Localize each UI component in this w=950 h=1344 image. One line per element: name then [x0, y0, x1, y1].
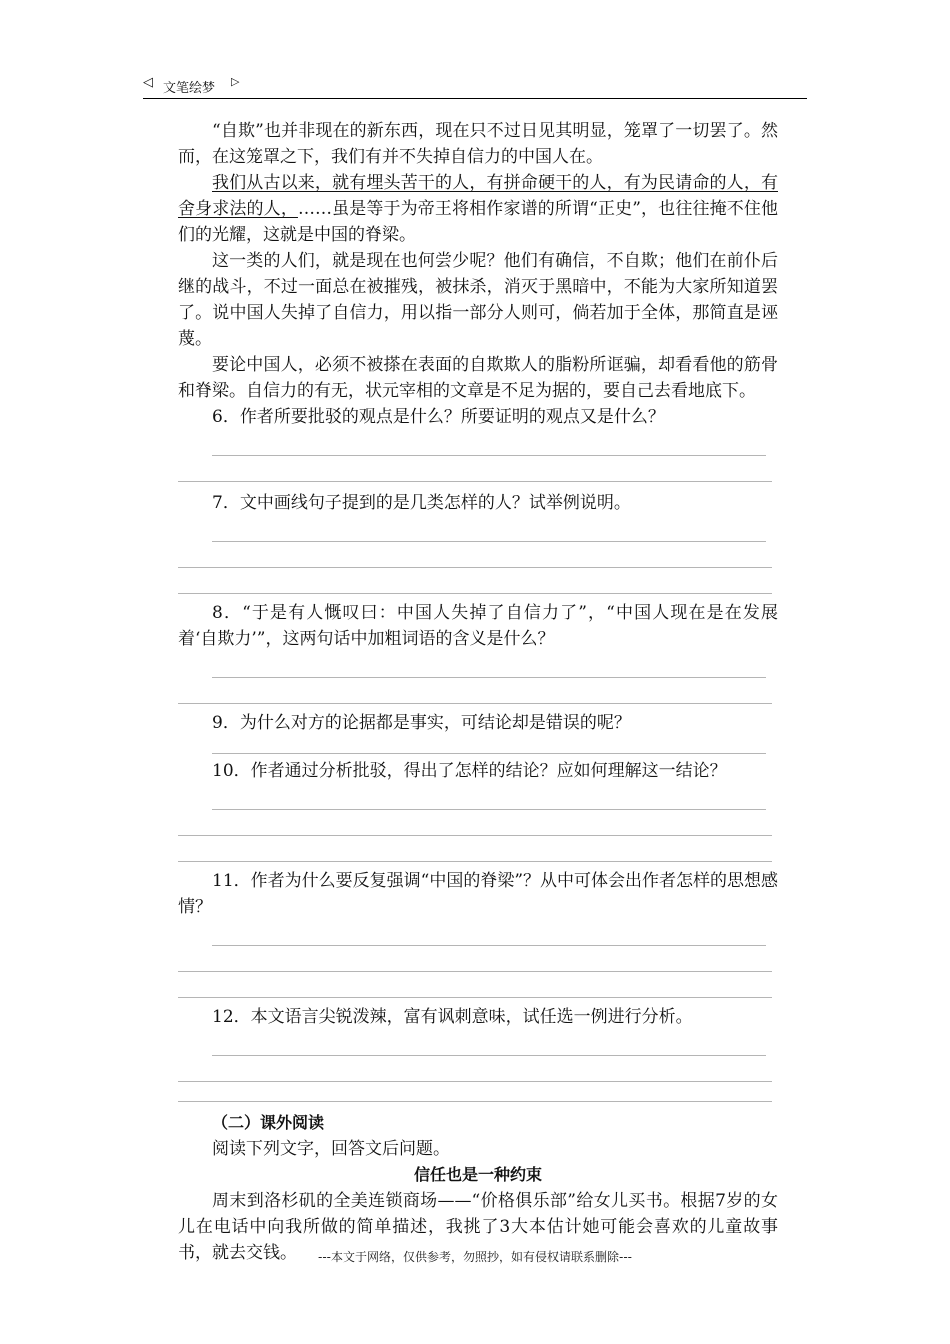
- page-header: [143, 72, 807, 99]
- passage-paragraph-2-rest: ……虽是等于为帝王将相作家谱的所谓“正史”，也往往掩不住他们的光耀，这就是中国的脊梁。: [178, 199, 778, 245]
- article-paragraph-1: 周末到洛杉矶的全美连锁商场——“价格俱乐部”给女儿买书。根据7岁的女儿在电话中向我所做的简单描述，我挑了3大本估计她可能会喜欢的儿童故事书，就去交钱。: [178, 1191, 778, 1263]
- answer-line[interactable]: [212, 516, 766, 542]
- header-brand: 文笔绘梦: [163, 81, 216, 96]
- answer-line[interactable]: [178, 542, 772, 568]
- answer-line[interactable]: [212, 1030, 766, 1056]
- right-triangle-icon: ▷: [231, 75, 240, 88]
- answer-line[interactable]: [212, 920, 766, 946]
- answer-line[interactable]: [212, 736, 766, 754]
- question-10: 10．作者通过分析批驳，得出了怎样的结论？应如何理解这一结论？: [212, 761, 727, 781]
- question-9: 9．为什么对方的论据都是事实，可结论却是错误的呢？: [212, 713, 631, 733]
- article-title: 信任也是一种约束: [413, 1165, 542, 1184]
- question-6: 6．作者所要批驳的观点是什么？所要证明的观点又是什么？: [212, 407, 665, 427]
- page-footer: ---本文于网络，仅供参考，勿照抄，如有侵权请联系删除---: [318, 1250, 632, 1264]
- answer-line[interactable]: [178, 946, 772, 972]
- passage-paragraph-1: “自欺”也并非现在的新东西，现在只不过日见其明显，笼罩了一切罢了。然而，在这笼罩之下，我们有并不失掉自信力的中国人在。: [178, 121, 778, 167]
- passage-paragraph-3: 这一类的人们，就是现在也何尝少呢？他们有确信，不自欺；他们在前仆后继的战斗，不过一面总在被摧残，被抹杀，消灭于黑暗中，不能为大家所知道罢了。说中国人失掉了自信力，用以指一部分人则可，倘若加于全体，那简直是诬蔑。: [178, 251, 778, 349]
- passage-paragraph-2: [178, 170, 778, 248]
- question-8: 8．“于是有人慨叹曰：中国人失掉了自信力了”，“中国人现在是在发展着‘自欺力’”，这两句话中加粗词语的含义是什么？: [178, 603, 778, 649]
- section-title: （二）课外阅读: [212, 1113, 325, 1132]
- question-7: 7．文中画线句子提到的是几类怎样的人？试举例说明。: [212, 493, 631, 513]
- underlined-sentence: 我们从古以来，就有埋头苦干的人，有拼命硬干的人，有为民请命的人，有舍身求法的人，: [178, 173, 778, 219]
- document-body: [178, 118, 778, 1266]
- answer-line[interactable]: [178, 972, 772, 998]
- answer-line[interactable]: [178, 568, 772, 594]
- answer-line[interactable]: [178, 456, 772, 482]
- passage-paragraph-4: 要论中国人，必须不被搽在表面的自欺欺人的脂粉所诓骗，却看看他的筋骨和脊梁。自信力的有无，状元宰相的文章是不足为据的，要自己去看地底下。: [178, 355, 778, 401]
- question-12: 12．本文语言尖锐泼辣，富有讽刺意味，试任选一例进行分析。: [212, 1007, 693, 1027]
- answer-line[interactable]: [212, 430, 766, 456]
- answer-line[interactable]: [178, 1082, 772, 1102]
- answer-line[interactable]: [178, 678, 772, 704]
- answer-line[interactable]: [178, 810, 772, 836]
- answer-line[interactable]: [212, 784, 766, 810]
- section-title-wrap: [178, 1110, 778, 1136]
- reading-instruction: 阅读下列文字，回答文后问题。: [212, 1139, 450, 1159]
- answer-line[interactable]: [178, 1056, 772, 1082]
- left-triangle-icon: ◁: [143, 75, 153, 90]
- answer-line[interactable]: [178, 836, 772, 862]
- answer-line[interactable]: [212, 652, 766, 678]
- question-11: 11．作者为什么要反复强调“中国的脊梁”？从中可体会出作者怎样的思想感情？: [178, 871, 779, 917]
